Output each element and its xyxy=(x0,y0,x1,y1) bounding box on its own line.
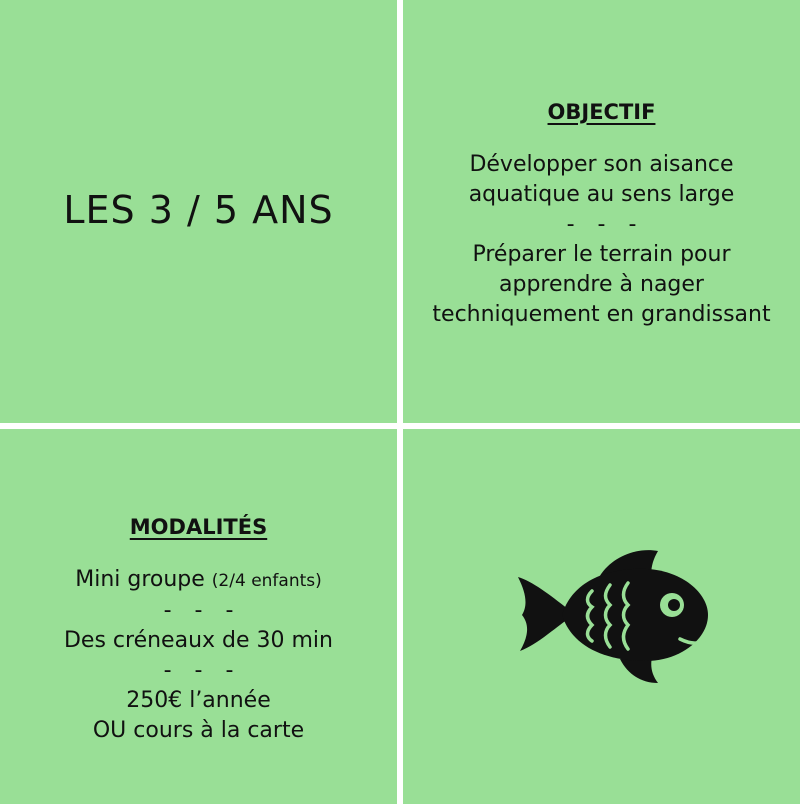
modalities-panel xyxy=(0,429,397,804)
alternative-line: OU cours à la carte xyxy=(92,718,305,743)
objective-content xyxy=(432,100,770,330)
group-size-detail: (2/4 enfants) xyxy=(211,571,322,591)
objective-panel xyxy=(403,0,800,423)
separator: - - - xyxy=(566,211,645,237)
fish-icon xyxy=(510,537,710,687)
separator: - - - xyxy=(163,598,242,623)
separator: - - - xyxy=(163,658,242,683)
modalities-heading: MODALITÉS xyxy=(129,515,268,539)
modalities-content xyxy=(64,515,333,746)
objective-line: Préparer le terrain pour xyxy=(472,241,731,267)
objective-line: apprendre à nager xyxy=(499,271,704,297)
age-group-panel xyxy=(0,0,397,423)
age-group-title: LES 3 / 5 ANS xyxy=(63,187,334,232)
slot-duration-line: Des créneaux de 30 min xyxy=(63,628,333,653)
group-size-line xyxy=(64,565,333,596)
objective-line: aquatique au sens large xyxy=(468,181,735,207)
objective-line: Développer son aisance xyxy=(469,151,734,177)
group-size-label: Mini groupe xyxy=(75,567,212,592)
fish-panel xyxy=(403,429,800,804)
price-line: 250€ l’année xyxy=(126,688,271,713)
objective-heading: OBJECTIF xyxy=(547,99,656,124)
objective-line: techniquement en grandissant xyxy=(432,301,771,327)
